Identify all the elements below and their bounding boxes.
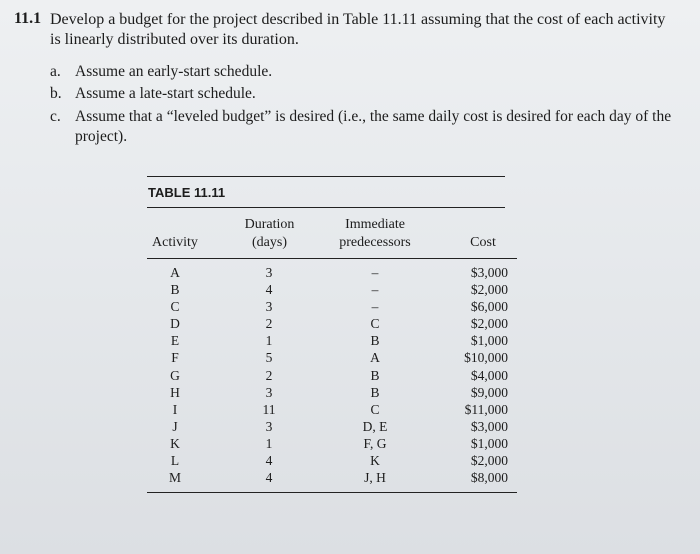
column-predecessors — [345, 264, 405, 486]
cell-predecessors: D, E — [362, 418, 388, 434]
cell-cost: $1,000 — [470, 333, 508, 349]
cell-predecessors: B — [370, 384, 380, 400]
cell-duration: 1 — [265, 435, 273, 451]
table-bottom-rule — [147, 492, 517, 493]
cell-activity: B — [170, 282, 180, 298]
problem-statement: Develop a budget for the project described in Table 11.11 assuming that the cost of each activity is linearly distributed over its duration. — [50, 11, 666, 48]
table-title-rule — [147, 207, 505, 208]
table-title: TABLE 11.11 — [148, 185, 226, 200]
part-text: Assume an early-start schedule. — [75, 63, 273, 80]
cell-activity: M — [168, 470, 181, 486]
cell-duration: 11 — [262, 401, 276, 417]
cell-activity: F — [171, 350, 179, 366]
cell-cost: $4,000 — [470, 367, 508, 383]
cell-predecessors: B — [370, 367, 380, 383]
cell-predecessors: K — [370, 453, 380, 469]
cell-duration: 4 — [265, 282, 273, 298]
header-predecessors-line1: Immediate — [345, 217, 405, 232]
cell-predecessors: B — [370, 333, 380, 349]
column-duration — [254, 264, 284, 486]
cell-duration: 3 — [265, 299, 273, 315]
cell-cost: $2,000 — [470, 282, 508, 298]
part-letter: c. — [50, 108, 61, 125]
header-duration-line2: (days) — [252, 235, 287, 250]
cell-duration: 2 — [265, 316, 273, 332]
part-letter: b. — [50, 85, 62, 102]
cell-cost: $3,000 — [470, 418, 508, 434]
cell-duration: 3 — [265, 384, 273, 400]
cell-activity: A — [170, 265, 180, 280]
problem-number: 11.1 — [14, 10, 42, 27]
header-duration-line1: Duration — [244, 217, 295, 232]
cell-activity: C — [170, 299, 180, 315]
cell-activity: K — [170, 435, 180, 451]
column-activity — [160, 264, 190, 486]
cell-predecessors: – — [371, 282, 379, 298]
header-activity: Activity — [152, 235, 198, 250]
cell-activity: D — [170, 316, 180, 332]
cell-cost: $2,000 — [470, 453, 508, 469]
cell-cost: $3,000 — [470, 265, 508, 280]
cell-cost: $9,000 — [470, 384, 508, 400]
cell-cost: $2,000 — [470, 316, 508, 332]
cell-activity: G — [170, 367, 180, 383]
cell-activity: H — [170, 384, 180, 400]
cell-cost: $6,000 — [470, 299, 508, 315]
table-header-rule — [147, 258, 517, 259]
cell-cost: $10,000 — [464, 350, 508, 366]
cell-predecessors: C — [370, 401, 380, 417]
cell-activity: L — [170, 453, 180, 469]
cell-predecessors: J, H — [364, 470, 386, 486]
cell-predecessors: C — [370, 316, 380, 332]
cell-activity: I — [172, 401, 178, 417]
cell-cost: $1,000 — [470, 435, 508, 451]
column-cost — [440, 264, 508, 486]
cell-predecessors: A — [370, 350, 380, 366]
part-text: Assume that a “leveled budget” is desired (i.e., the same daily cost is desired for each day of the project). — [75, 108, 672, 145]
cell-duration: 4 — [265, 453, 273, 469]
cell-activity: J — [172, 418, 178, 434]
header-predecessors-line2: predecessors — [339, 235, 411, 250]
part-text: Assume a late-start schedule. — [75, 85, 256, 102]
header-cost: Cost — [470, 235, 496, 250]
cell-predecessors: – — [371, 265, 379, 280]
cell-duration: 1 — [265, 333, 273, 349]
cell-activity: E — [170, 333, 180, 349]
cell-duration: 4 — [265, 470, 273, 486]
cell-predecessors: – — [371, 299, 379, 315]
cell-duration: 2 — [265, 367, 273, 383]
part-letter: a. — [50, 63, 61, 80]
header-predecessors — [325, 216, 425, 252]
cell-duration: 3 — [265, 265, 273, 280]
cell-predecessors: F, G — [363, 435, 387, 451]
cell-cost: $8,000 — [470, 470, 508, 486]
table-top-rule — [147, 176, 505, 177]
cell-duration: 3 — [265, 418, 273, 434]
header-duration — [232, 216, 307, 252]
cell-duration: 5 — [265, 350, 273, 366]
cell-cost: $11,000 — [464, 401, 508, 417]
